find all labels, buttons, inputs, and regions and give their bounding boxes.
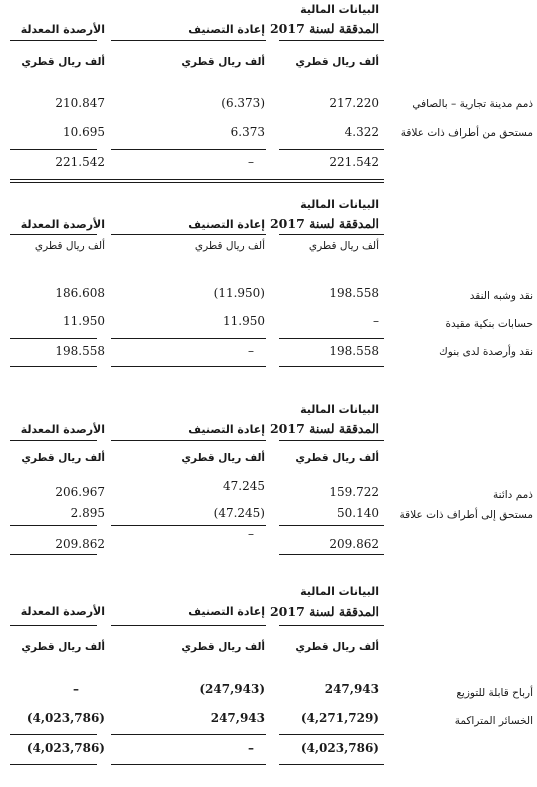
col-header-reclass: إعادة التصنيف (188, 218, 265, 231)
cell-adjusted: 210.847 (55, 96, 105, 110)
cell-adjusted: 2.895 (70, 506, 105, 520)
unit-label: ألف ريال قطري (194, 240, 265, 252)
header-rule (111, 440, 266, 441)
cell-audited: 4.322 (344, 125, 379, 139)
row-label: مستحق من أطراف ذات علاقة (400, 127, 533, 139)
unit-label: ألف ريال قطري (21, 641, 105, 653)
total-audited: 209.862 (329, 537, 379, 551)
cell-reclass: 11.950 (223, 314, 265, 328)
total-audited: 198.558 (329, 344, 379, 358)
col-header-reclass: إعادة التصنيف (188, 605, 265, 618)
unit-label: ألف ريال قطري (21, 452, 105, 464)
header-rule (10, 234, 97, 235)
total-rule (10, 764, 97, 765)
unit-label: ألف ريال قطري (181, 452, 265, 464)
col-header-reclass: إعادة التصنيف (188, 23, 265, 36)
unit-label: ألف ريال قطري (308, 240, 379, 252)
header-rule (10, 625, 97, 626)
total-reclass: – (248, 527, 254, 541)
total-rule (111, 764, 266, 765)
row-label: مستحق إلى أطراف ذات علاقة (399, 509, 533, 521)
col-header-reclass: إعادة التصنيف (188, 423, 265, 436)
header-rule (111, 40, 266, 41)
cell-adjusted: 206.967 (55, 485, 105, 499)
subtotal-rule (279, 734, 384, 735)
col-header-adjusted: الأرصدة المعدلة (20, 218, 105, 231)
col-header-fin-statements: البيانات المالية (300, 3, 379, 16)
total-rule (279, 554, 384, 555)
total-double-rule (10, 179, 384, 183)
cell-audited: 198.558 (329, 286, 379, 300)
col-header-fin-statements: البيانات المالية (300, 198, 379, 211)
total-reclass: – (248, 344, 254, 358)
cell-adjusted: 10.695 (63, 125, 105, 139)
unit-label: ألف ريال قطري (21, 56, 105, 68)
cell-reclass: (247,943) (199, 682, 265, 696)
total-reclass: – (248, 155, 254, 169)
total-rule (279, 366, 384, 367)
header-rule (111, 625, 266, 626)
total-audited: 221.542 (329, 155, 379, 169)
header-rule (279, 440, 384, 441)
cell-reclass: 6.373 (230, 125, 265, 139)
unit-label: ألف ريال قطري (295, 452, 379, 464)
header-rule (279, 234, 384, 235)
col-header-fin-statements: البيانات المالية (300, 403, 379, 416)
col-header-audited: المدققة لسنة 2017 (269, 421, 379, 436)
header-rule (111, 234, 266, 235)
cell-reclass: 47.245 (223, 479, 265, 493)
col-header-audited: المدققة لسنة 2017 (269, 604, 379, 619)
row-label: حسابات بنكية مقيدة (445, 318, 533, 330)
subtotal-rule (111, 734, 266, 735)
total-rule (111, 366, 266, 367)
total-reclass: – (248, 741, 254, 755)
col-header-adjusted: الأرصدة المعدلة (20, 423, 105, 436)
total-adjusted: 198.558 (55, 344, 105, 358)
unit-label: ألف ريال قطري (295, 56, 379, 68)
col-header-fin-statements: البيانات المالية (300, 585, 379, 598)
cell-adjusted: (4,023,786) (26, 711, 105, 725)
cell-reclass: 247,943 (210, 711, 265, 725)
unit-label: ألف ريال قطري (34, 240, 105, 252)
row-label: نقد وشبه النقد (469, 290, 533, 302)
unit-label: ألف ريال قطري (295, 641, 379, 653)
subtotal-rule (10, 734, 97, 735)
cell-audited: 159.722 (329, 485, 379, 499)
col-header-adjusted: الأرصدة المعدلة (20, 23, 105, 36)
subtotal-rule (10, 149, 97, 150)
total-rule (279, 764, 384, 765)
row-label: ذمم دائنة (493, 489, 533, 501)
subtotal-rule (10, 338, 97, 339)
cell-audited: (4,271,729) (300, 711, 379, 725)
unit-label: ألف ريال قطري (181, 56, 265, 68)
col-header-audited: المدققة لسنة 2017 (269, 216, 379, 231)
cell-audited: 50.140 (337, 506, 379, 520)
header-rule (10, 440, 97, 441)
total-adjusted: (4,023,786) (26, 741, 105, 755)
subtotal-rule (111, 338, 266, 339)
cell-audited: 247,943 (324, 682, 379, 696)
total-adjusted: 209.862 (55, 537, 105, 551)
unit-label: ألف ريال قطري (181, 641, 265, 653)
header-rule (279, 40, 384, 41)
total-rule (10, 554, 97, 555)
row-label: ذمم مدينة تجارية – بالصافي (412, 98, 533, 110)
subtotal-rule (10, 525, 97, 526)
total-row-label: نقد وأرصدة لدى بنوك (439, 346, 533, 358)
subtotal-rule (279, 525, 384, 526)
cell-reclass: (47.245) (213, 506, 265, 520)
row-label: أرباح قابلة للتوزيع (456, 687, 533, 699)
col-header-audited: المدققة لسنة 2017 (269, 21, 379, 36)
cell-adjusted: 11.950 (63, 314, 105, 328)
header-rule (279, 625, 384, 626)
row-label: الخسائر المتراكمة (454, 715, 533, 727)
cell-audited: 217.220 (329, 96, 379, 110)
cell-audited: – (373, 314, 379, 328)
total-audited: (4,023,786) (300, 741, 379, 755)
subtotal-rule (111, 525, 266, 526)
cell-reclass: (6.373) (221, 96, 265, 110)
cell-reclass: (11.950) (213, 286, 265, 300)
cell-adjusted: 186.608 (55, 286, 105, 300)
col-header-adjusted: الأرصدة المعدلة (20, 605, 105, 618)
subtotal-rule (279, 149, 384, 150)
total-adjusted: 221.542 (55, 155, 105, 169)
cell-adjusted: – (73, 682, 79, 696)
total-rule (10, 366, 97, 367)
subtotal-rule (279, 338, 384, 339)
header-rule (10, 40, 97, 41)
subtotal-rule (111, 149, 266, 150)
